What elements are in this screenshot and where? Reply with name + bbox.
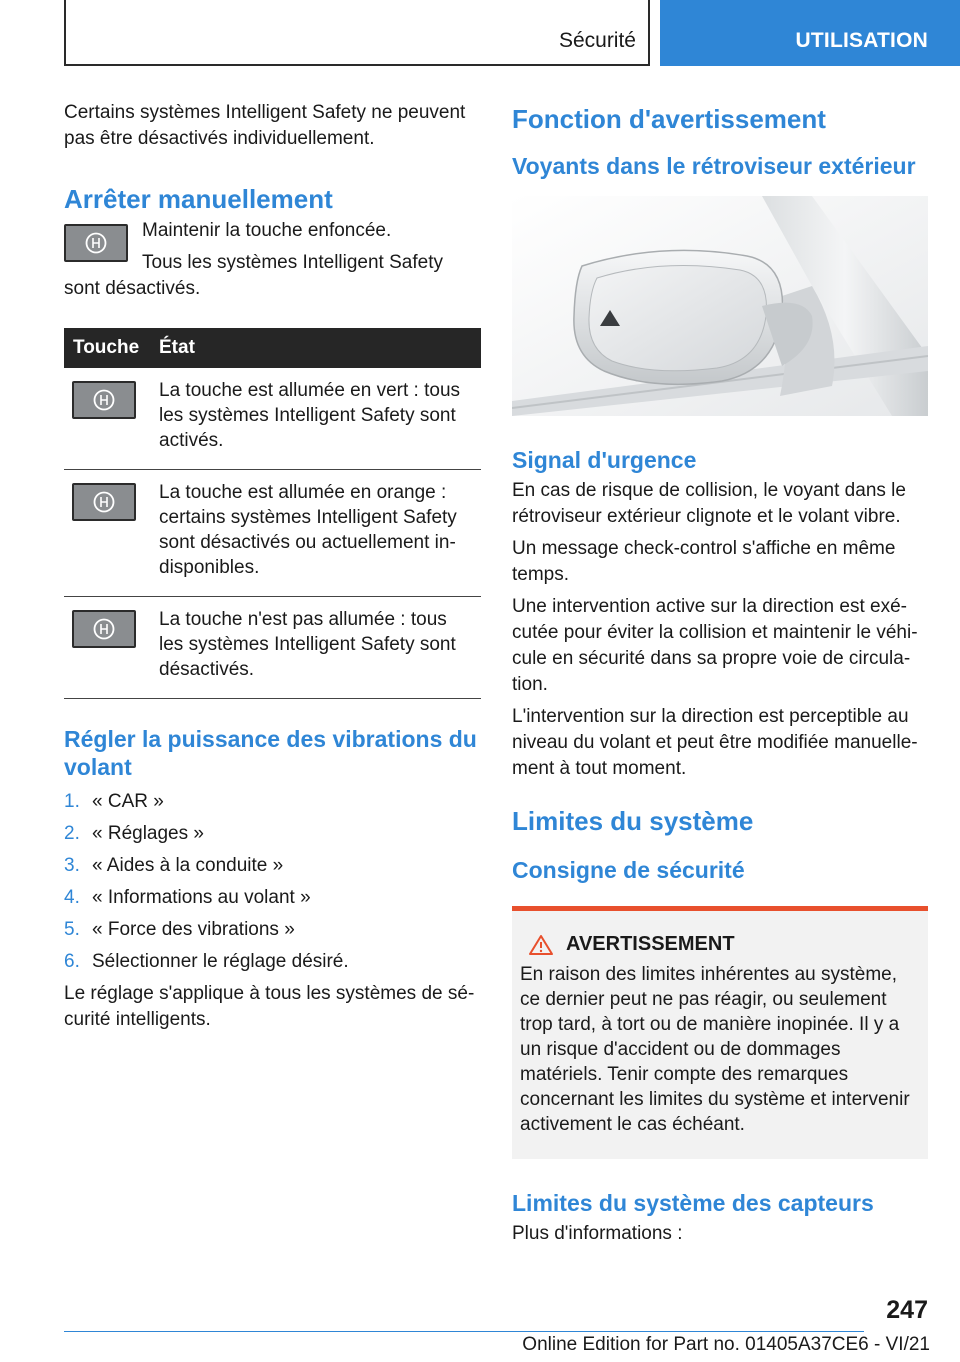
list-item xyxy=(64,949,481,975)
urgency-paragraph-2: Un message check-control s'affiche en même temps. xyxy=(512,538,896,585)
table-cell-state: La touche n'est pas allumée : tous les systèmes Intelligent Safety sont désactivés. xyxy=(150,597,481,699)
step-text: « Aides à la conduite » xyxy=(92,855,284,876)
urgency-paragraph-4: L'intervention sur la direction est perceptible au niveau du volant et peut être modifiée manuellement à tout moment. xyxy=(512,706,918,779)
vibration-note: Le réglage s'applique à tous les systèmes de sécurité intelligents. xyxy=(64,983,475,1030)
table-header-row xyxy=(64,328,481,368)
table-header-key: Touche xyxy=(64,328,150,368)
table-row xyxy=(64,470,481,597)
intro-paragraph: Certains systèmes Intelligent Safety ne peuvent pas être désactivés individuellement. xyxy=(64,102,466,149)
sensor-limits-heading: Limites du système des capteurs xyxy=(512,1190,874,1216)
list-item xyxy=(64,853,481,879)
table-row xyxy=(64,368,481,470)
step-number: 6. xyxy=(64,951,80,972)
step-text: Sélectionner le réglage désiré. xyxy=(92,951,349,972)
header-section-tab xyxy=(64,0,650,66)
step-number: 1. xyxy=(64,791,80,812)
table-cell-state: La touche est allumée en orange : certains systèmes Intelligent Safety sont désactivés ou actuellement indisponibles. xyxy=(150,470,481,597)
manual-off-step: Maintenir la touche enfoncée. xyxy=(142,220,392,241)
side-mirror-illustration xyxy=(512,196,928,416)
header-section-title: Sécurité xyxy=(558,29,636,52)
key-state-table xyxy=(64,328,481,699)
warning-function-heading: Fonction d'avertissement xyxy=(512,104,826,134)
intelligent-safety-key-icon xyxy=(72,610,136,648)
limits-heading: Limites du système xyxy=(512,806,754,836)
safety-note-heading: Consigne de sécurité xyxy=(512,857,745,883)
manual-off-heading: Arrêter manuellement xyxy=(64,184,333,214)
step-text: « CAR » xyxy=(92,791,164,812)
list-item xyxy=(64,821,481,847)
urgency-paragraph-1: En cas de risque de collision, le voyant dans le rétroviseur extérieur clignote et le volant vibre. xyxy=(512,480,906,527)
warning-text: En raison des limites inhérentes au système, ce dernier peut ne pas réagir, ou seulement trop tard, à tort ou de manière inopinée. Il y a un risque d'accident ou de dommages matériels. Tenir compte des remarques concernant les limites du système et intervenir activement le cas échéant. xyxy=(520,964,910,1135)
step-number: 4. xyxy=(64,887,80,908)
vibration-steps xyxy=(64,789,481,975)
warning-box xyxy=(512,906,928,1159)
step-number: 3. xyxy=(64,855,80,876)
intelligent-safety-key-icon xyxy=(64,224,128,262)
header-chapter-title: UTILISATION xyxy=(795,29,928,52)
step-text: « Force des vibrations » xyxy=(92,919,295,940)
list-item xyxy=(64,789,481,815)
urgency-paragraph-3: Une intervention active sur la direction est exécutée pour éviter la collision et maintenir le véhicule en sécurité dans sa propre voie de circulation. xyxy=(512,596,918,695)
manual-off-block xyxy=(64,218,481,308)
intelligent-safety-key-icon xyxy=(72,381,136,419)
step-text: « Informations au volant » xyxy=(92,887,311,908)
warning-triangle-icon xyxy=(528,934,554,956)
mirror-indicator-heading: Voyants dans le rétroviseur extérieur xyxy=(512,153,916,179)
page-number: 247 xyxy=(886,1296,928,1324)
footer-edition: Online Edition for Part no. 01405A37CE6 - VI/21 xyxy=(522,1334,930,1355)
urgency-heading: Signal d'urgence xyxy=(512,447,697,473)
intelligent-safety-key-icon xyxy=(72,483,136,521)
list-item xyxy=(64,885,481,911)
right-column xyxy=(512,102,928,1253)
header-chapter-tab xyxy=(660,0,960,66)
table-cell-state: La touche est allumée en vert : tous les systèmes Intelligent Safety sont activés. xyxy=(150,368,481,470)
warning-label: AVERTISSEMENT xyxy=(566,933,735,955)
left-column xyxy=(64,100,481,1039)
step-number: 5. xyxy=(64,919,80,940)
step-number: 2. xyxy=(64,823,80,844)
warning-title xyxy=(520,933,920,956)
vibration-heading: Régler la puissance des vibrations du volant xyxy=(64,726,477,780)
table-row xyxy=(64,597,481,699)
list-item xyxy=(64,917,481,943)
step-text: « Réglages » xyxy=(92,823,204,844)
sensor-limits-text: Plus d'informations : xyxy=(512,1223,683,1244)
manual-off-result: Tous les systèmes Intelligent Safety sont désactivés. xyxy=(64,252,443,299)
footer-divider xyxy=(64,1331,864,1332)
table-header-state: État xyxy=(150,328,481,368)
